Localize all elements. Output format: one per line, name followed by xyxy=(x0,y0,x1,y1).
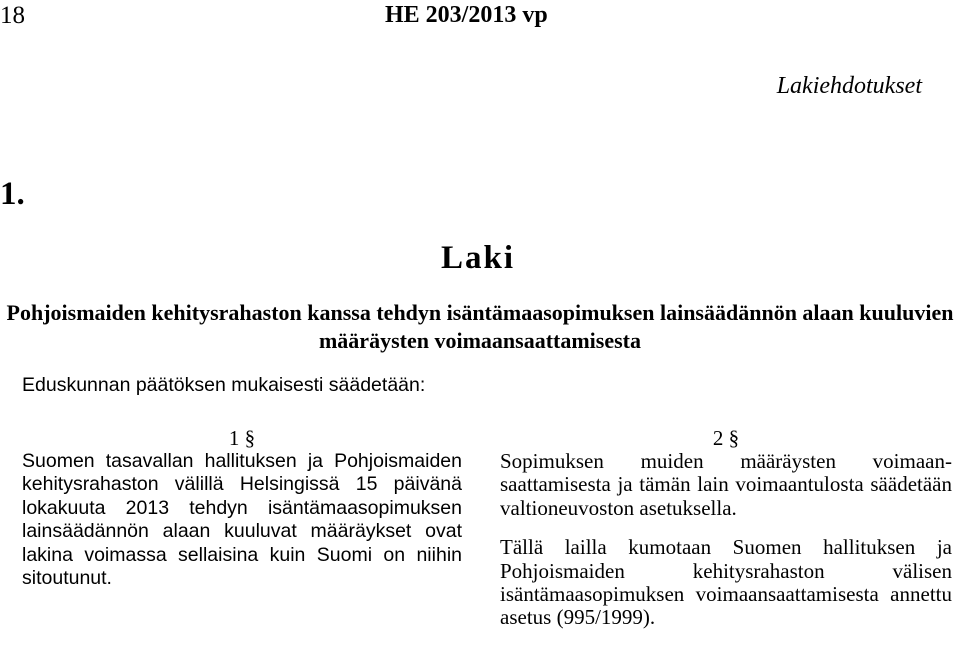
law-subtitle: Pohjoismaiden kehitysrahaston kanssa tehdyn isäntämaasopimuksen lainsäädännön alaan kuuluvien määräysten voimaansaattamisesta xyxy=(6,300,954,353)
section-heading: 2 § xyxy=(712,426,740,450)
enactment-clause: Eduskunnan päätöksen mukaisesti säädetään: xyxy=(22,374,426,396)
section-1 xyxy=(22,426,462,590)
law-number: 1. xyxy=(0,176,25,212)
document-id: HE 203/2013 vp xyxy=(385,2,548,28)
section-2 xyxy=(500,426,952,630)
law-title: Laki xyxy=(441,240,516,276)
section-heading: 1 § xyxy=(228,426,256,450)
section-paragraph: Suomen tasavallan hallituksen ja Pohjoismaiden kehitysrahaston välillä Helsingissä 15 päivänä lokakuuta 2013 tehdyn isäntämaasopimuksen lainsäädännön alaan kuuluvat määräykset ovat lakina voimassa sellaisina kuin Suomi on niihin sitoutunut. xyxy=(22,450,462,590)
section-label: Lakiehdotukset xyxy=(776,73,922,99)
page-number: 18 xyxy=(0,2,25,29)
section-paragraph: Sopimuksen muiden määräysten voimaansaattamisesta ja tämän lain voimaantulosta säädetään valtioneuvoston asetuksella. xyxy=(500,449,952,520)
section-paragraph: Tällä lailla kumotaan Suomen hallituksen ja Pohjoismaiden kehitysrahaston välisen isäntämaasopimuksen voimaansaattamisesta annettu asetus (995/1999). xyxy=(500,535,952,630)
